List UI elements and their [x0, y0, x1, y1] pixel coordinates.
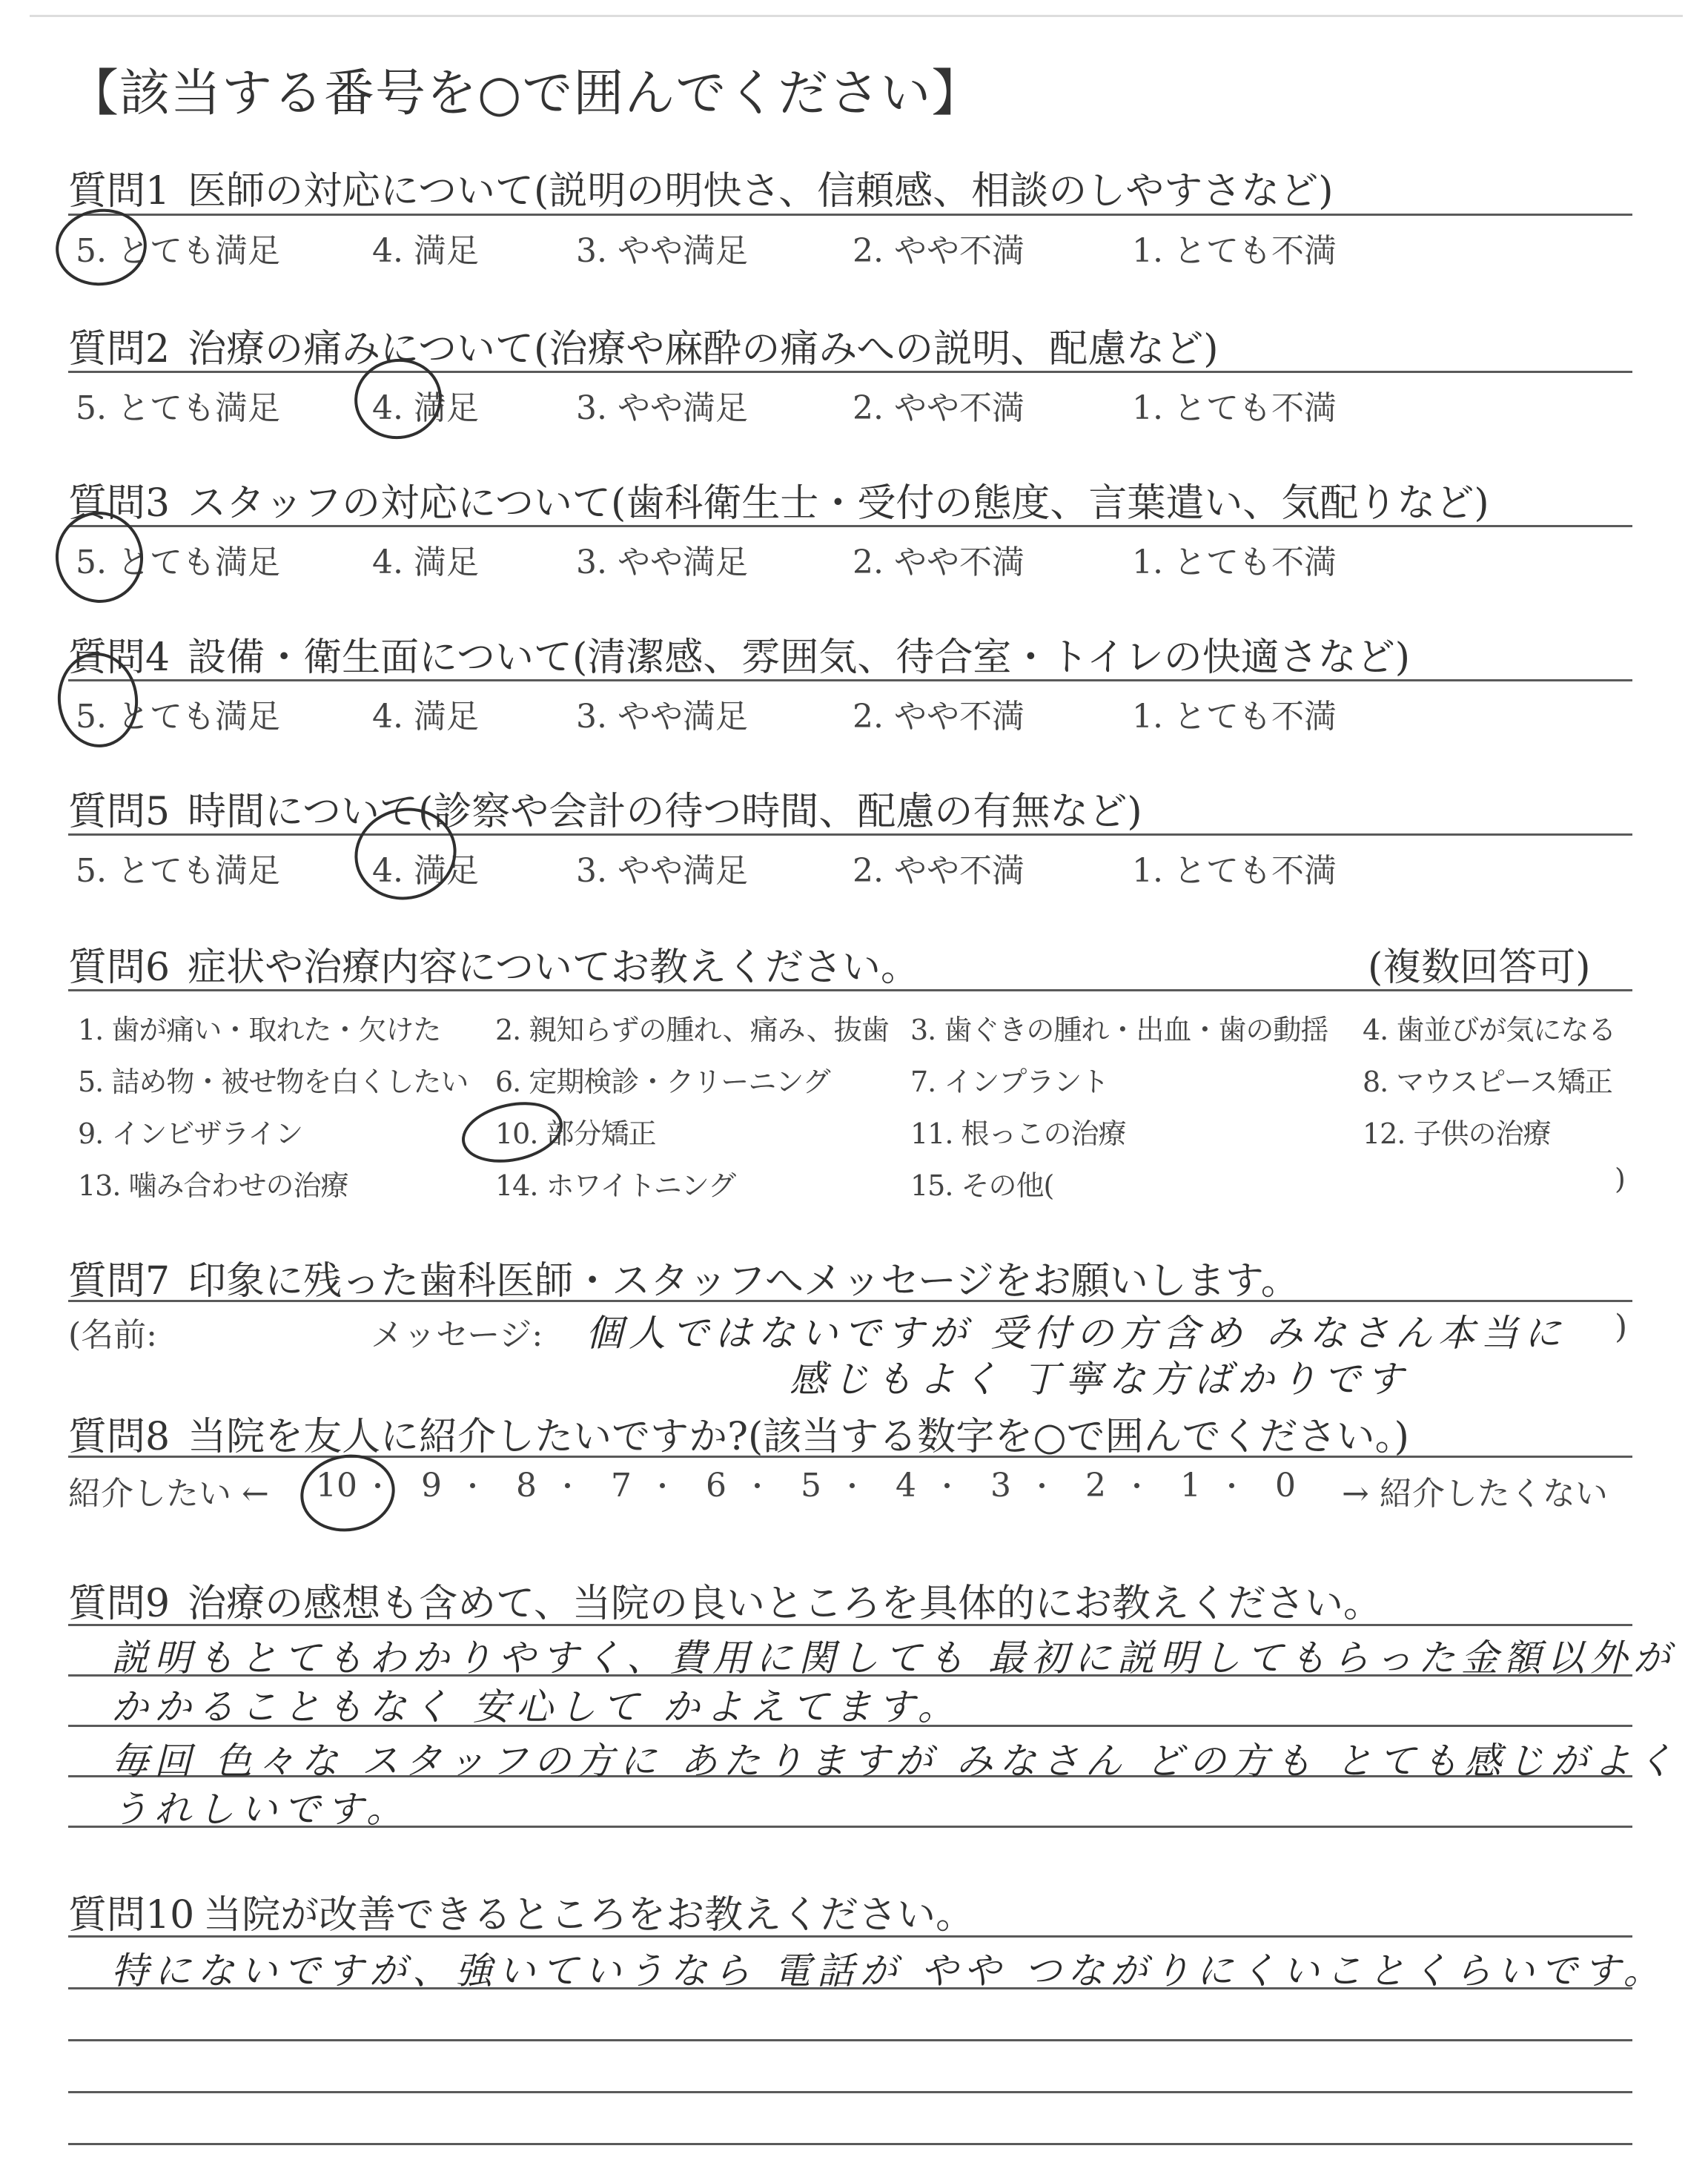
question-text: 当院が改善できるところをお教えください。 [203, 1893, 975, 1938]
symptom-option[interactable]: 5. 詰め物・被せ物を白くしたい [78, 1066, 469, 1098]
recommend-value[interactable]: 3 [990, 1467, 1011, 1505]
rule [68, 2091, 1632, 2093]
scale-dot [1039, 1483, 1045, 1488]
option-2[interactable]: 2. やや不満 [853, 389, 1025, 427]
page-heading: 【該当する番号を○で囲んでください】 [68, 65, 983, 123]
recommend-right-label: → 紹介したくない [1342, 1475, 1608, 1513]
symptom-option[interactable]: 12. 子供の治療 [1363, 1117, 1551, 1150]
rule [68, 1935, 1632, 1938]
question-text: スタッフの対応について(歯科衛生士・受付の態度、言葉遣い、気配りなど) [188, 481, 1489, 526]
option-1[interactable]: 1. とても不満 [1132, 852, 1337, 890]
recommend-value[interactable]: 5 [801, 1467, 821, 1505]
question-number: 質問3 [68, 481, 171, 526]
option-5[interactable]: 5. とても満足 [76, 852, 280, 890]
scale-dot [755, 1483, 760, 1488]
option-5[interactable]: 5. とても満足 [76, 232, 280, 270]
question-text: 印象に残った歯科医師・スタッフへメッセージをお願いします。 [188, 1259, 1300, 1304]
option-2[interactable]: 2. やや不満 [853, 698, 1025, 736]
handwritten-answer: かかることもなく 安心して かよえてます。 [111, 1685, 961, 1728]
scale-dot [1229, 1483, 1234, 1488]
option-5[interactable]: 5. とても満足 [76, 544, 280, 581]
option-3[interactable]: 3. やや満足 [576, 389, 748, 427]
scale-dot [1134, 1483, 1139, 1488]
option-2[interactable]: 2. やや不満 [853, 544, 1025, 581]
symptom-option[interactable]: 15. その他( [910, 1169, 1054, 1202]
question-number: 質問8 [68, 1415, 171, 1459]
symptom-option[interactable]: 6. 定期検診・クリーニング [495, 1066, 830, 1098]
recommend-value[interactable]: 0 [1275, 1467, 1296, 1505]
option-1[interactable]: 1. とても不満 [1132, 544, 1337, 581]
option-2[interactable]: 2. やや不満 [853, 852, 1025, 890]
question-number: 質問6 [68, 945, 171, 990]
selection-circle [50, 203, 151, 291]
rule [68, 1624, 1632, 1626]
message-label: メッセージ: [371, 1316, 543, 1354]
question-number: 質問10 [68, 1893, 195, 1938]
handwritten-message: 個人ではないですが 受付の方含め みなさん本当に [586, 1312, 1567, 1355]
recommend-value[interactable]: 6 [706, 1467, 726, 1505]
rule [68, 371, 1632, 373]
option-2[interactable]: 2. やや不満 [853, 232, 1025, 270]
question-text: 症状や治療内容についてお教えください。 [188, 945, 920, 990]
question-text: 時間について(診察や会計の待つ時間、配慮の有無など) [188, 790, 1142, 834]
scale-dot [470, 1483, 475, 1488]
recommend-left-label: 紹介したい ← [68, 1475, 269, 1513]
question-text: 設備・衛生面について(清潔感、雰囲気、待合室・トイレの快適さなど) [188, 635, 1411, 680]
handwritten-message: 感じもよく 丁寧な方ばかりです [790, 1358, 1409, 1401]
symptom-option[interactable]: 9. インビザライン [78, 1117, 303, 1150]
option-4[interactable]: 4. 満足 [372, 544, 479, 581]
question-number: 質問9 [68, 1582, 171, 1626]
option-3[interactable]: 3. やや満足 [576, 698, 748, 736]
symptom-option[interactable]: 14. ホワイトニング [495, 1169, 736, 1202]
option-4[interactable]: 4. 満足 [372, 232, 479, 270]
question-number: 質問7 [68, 1259, 171, 1304]
rule [68, 833, 1632, 836]
symptom-option[interactable]: 2. 親知らずの腫れ、痛み、抜歯 [495, 1014, 889, 1046]
top-border [30, 15, 1683, 17]
recommend-value[interactable]: 1 [1180, 1467, 1201, 1505]
rule [68, 679, 1632, 681]
close-paren: ) [1615, 1308, 1628, 1346]
rule [68, 2143, 1632, 2145]
rule [68, 525, 1632, 527]
symptom-option[interactable]: 4. 歯並びが気になる [1363, 1014, 1616, 1046]
option-5[interactable]: 5. とても満足 [76, 698, 280, 736]
scale-dot [850, 1483, 855, 1488]
recommend-value[interactable]: 8 [516, 1467, 537, 1505]
question-text: 医師の対応について(説明の明快さ、信頼感、相談のしやすさなど) [188, 169, 1334, 214]
recommend-value[interactable]: 4 [896, 1467, 916, 1505]
question-text: 治療の感想も含めて、当院の良いところを具体的にお教えください。 [188, 1582, 1383, 1626]
rule [68, 1300, 1632, 1302]
option-3[interactable]: 3. やや満足 [576, 232, 748, 270]
recommend-value[interactable]: 9 [421, 1467, 442, 1505]
rule [68, 2039, 1632, 2041]
recommend-value[interactable]: 10 [316, 1467, 357, 1505]
scale-dot [944, 1483, 950, 1488]
selection-circle [294, 1447, 401, 1539]
symptom-option[interactable]: 10. 部分矯正 [495, 1117, 656, 1150]
recommend-value[interactable]: 2 [1085, 1467, 1106, 1505]
rule [68, 989, 1632, 991]
name-label: (名前: [68, 1316, 157, 1354]
multiple-answers-note: (複数回答可) [1368, 945, 1591, 990]
option-1[interactable]: 1. とても不満 [1132, 232, 1337, 270]
handwritten-answer: 毎回 色々な スタッフの方に あたりますが みなさん どの方も とても感じがよく [111, 1740, 1680, 1783]
handwritten-answer: 説明もとてもわかりやすく、費用に関しても 最初に説明してもらった金額以外が [111, 1636, 1676, 1680]
scale-dot [565, 1483, 570, 1488]
symptom-option[interactable]: 3. 歯ぐきの腫れ・出血・歯の動揺 [910, 1014, 1328, 1046]
option-4[interactable]: 4. 満足 [372, 389, 479, 427]
symptom-option[interactable]: 7. インプラント [910, 1066, 1109, 1098]
symptom-option[interactable]: 13. 噛み合わせの治療 [78, 1169, 348, 1202]
question-text: 当院を友人に紹介したいですか?(該当する数字を○で囲んでください。) [188, 1415, 1409, 1459]
question-number: 質問2 [68, 327, 171, 371]
option-3[interactable]: 3. やや満足 [576, 852, 748, 890]
question-number: 質問1 [68, 169, 171, 214]
symptom-option[interactable]: 1. 歯が痛い・取れた・欠けた [78, 1014, 441, 1046]
option-5[interactable]: 5. とても満足 [76, 389, 280, 427]
question-number: 質問4 [68, 635, 171, 680]
handwritten-answer: うれしいです。 [111, 1788, 409, 1831]
question-text: 治療の痛みについて(治療や麻酔の痛みへの説明、配慮など) [188, 327, 1219, 371]
option-4[interactable]: 4. 満足 [372, 852, 479, 890]
rule [68, 1456, 1632, 1458]
rule [68, 214, 1632, 216]
symptom-option[interactable]: 11. 根っこの治療 [910, 1117, 1126, 1150]
recommend-value[interactable]: 7 [611, 1467, 632, 1505]
scale-dot [660, 1483, 665, 1488]
symptom-option[interactable]: 8. マウスピース矯正 [1363, 1066, 1612, 1098]
close-paren: ) [1615, 1163, 1625, 1195]
option-1[interactable]: 1. とても不満 [1132, 698, 1337, 736]
option-3[interactable]: 3. やや満足 [576, 544, 748, 581]
option-1[interactable]: 1. とても不満 [1132, 389, 1337, 427]
question-number: 質問5 [68, 790, 171, 834]
selection-circle [456, 1094, 568, 1172]
option-4[interactable]: 4. 満足 [372, 698, 479, 736]
handwritten-answer: 特にないですが、強いていうなら 電話が やや つながりにくいことくらいです。 [111, 1949, 1666, 1992]
